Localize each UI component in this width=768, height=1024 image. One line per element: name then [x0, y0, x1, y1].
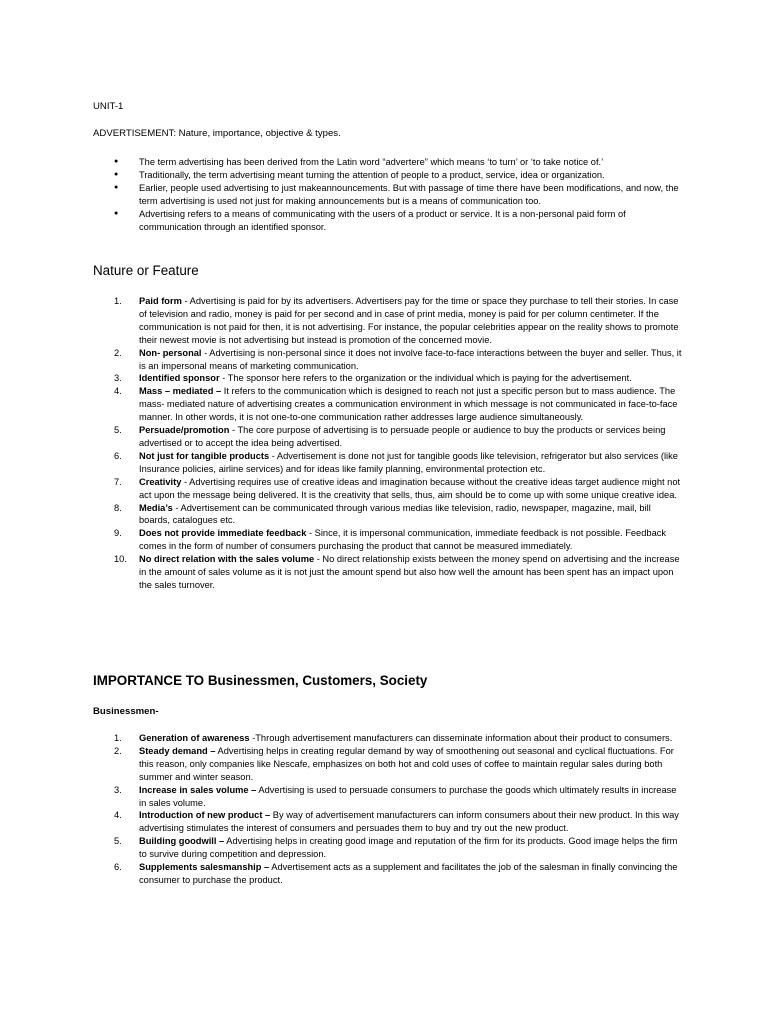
item-number: 8.: [114, 502, 122, 513]
list-item: [93, 372, 683, 385]
list-item: [93, 784, 683, 810]
item-number: 7.: [114, 476, 122, 487]
bullet-item: ● The term advertising has been derived from the Latin word “advertere” which means ‘to turn’ or ‘to take notice of.’: [93, 156, 683, 169]
intro-bullet-list: [93, 156, 683, 233]
item-text: - Advertisement can be communicated through various medias like television, radio, newspaper, magazine, mail, bill boards, catalogues etc.: [139, 502, 651, 526]
item-term: Not just for tangible products: [139, 450, 270, 461]
item-number: 6.: [114, 450, 122, 461]
item-term: Introduction of new product –: [139, 810, 271, 821]
item-term: Media’s: [139, 502, 173, 513]
item-term: Increase in sales volume –: [139, 784, 257, 795]
item-text: -Through advertisement manufacturers can disseminate information about their product to consumers.: [249, 733, 673, 743]
item-text: Advertising helps in creating good image and reputation of the firm for its products. Good image helps the firm to survive during competition and depression.: [139, 836, 678, 860]
list-item: [93, 424, 683, 450]
list-item: [93, 502, 683, 528]
list-item: [93, 809, 683, 835]
list-item: [93, 745, 683, 784]
item-number: 2.: [114, 745, 122, 756]
item-term: Paid form: [139, 296, 182, 306]
list-item: [93, 385, 683, 424]
item-term: Creativity: [139, 476, 182, 487]
item-text: Advertising helps in creating regular demand by way of smoothening out seasonal and cyclical fluctuations. For this reason, only companies like Nescafe, emphasizes on both hot and cold uses of coffee to maintain regular sales during both summer and winter season.: [139, 745, 674, 782]
item-text: By way of advertisement manufacturers can inform consumers about their new product. In this way advertising stimulates the interest of consumers and persuades them to buy and try out the new product.: [139, 810, 679, 834]
item-number: 1.: [114, 296, 122, 306]
nature-list: [93, 295, 683, 592]
list-item: [93, 450, 683, 476]
item-number: 1.: [114, 733, 122, 743]
item-term: Persuade/promotion: [139, 425, 230, 436]
item-number: 4.: [114, 386, 122, 397]
item-number: 10.: [114, 554, 127, 565]
businessmen-heading: Businessmen-: [93, 706, 159, 717]
item-text: - Advertising requires use of creative ideas and imagination because without the creative ideas target audience might not act upon the message being delivered. It is the creativity that sells, thus, aim should be to come up with some unique creative idea.: [139, 476, 681, 500]
bullet-item: ● Earlier, people used advertising to just makeannouncements. But with passage of time there have been modifications, and now, the term advertising is used not just for making announcements but is a means of communication too.: [93, 182, 683, 208]
item-term: Generation of awareness: [139, 733, 250, 743]
item-number: 4.: [114, 810, 122, 821]
item-text: Advertising is used to persuade consumers to purchase the goods which ultimately results in increase in sales volume.: [139, 784, 677, 808]
item-number: 3.: [114, 784, 122, 795]
list-item: [93, 553, 683, 592]
list-item: [93, 861, 683, 887]
list-item: [93, 527, 683, 553]
item-number: 3.: [114, 373, 122, 384]
list-item: [93, 835, 683, 861]
item-text: It refers to the communication which is designed to reach not just a specific person but to mass audience. The mass- mediated nature of advertising creates a communication environment in which message is not communicated in face-to-face manner. In other words, it is not one-to-one communication rather addresses large audience simultaneously.: [139, 386, 678, 423]
item-term: No direct relation with the sales volume: [139, 554, 315, 565]
item-term: Supplements salesmanship –: [139, 862, 270, 873]
list-item: [93, 732, 683, 745]
item-text: - No direct relationship exists between the money spend on advertising and the increase in the amount of sales volume as it is not just the amount spend but also how well the amount has been spent has an impact upon the sales turnover.: [139, 554, 680, 590]
bullet-item: ● Advertising refers to a means of communicating with the users of a product or service. It is a non-personal paid form of communication through an identified sponsor.: [93, 208, 683, 234]
section-heading-nature: Nature or Feature: [93, 263, 199, 278]
item-number: 9.: [114, 528, 122, 539]
item-number: 6.: [114, 862, 122, 873]
item-term: Does not provide immediate feedback: [139, 528, 307, 539]
list-item: [93, 295, 683, 347]
businessmen-list: [93, 732, 683, 887]
bullet-item: ● Traditionally, the term advertising meant turning the attention of people to a product, service, idea or organization.: [93, 169, 683, 182]
list-item: [93, 476, 683, 502]
item-term: Building goodwill –: [139, 836, 225, 847]
item-number: 5.: [114, 425, 122, 436]
item-text: - The core purpose of advertising is to persuade people or audience to buy the products or services being advertised or to accept the idea being advertised.: [139, 425, 666, 448]
item-term: Non- personal: [139, 347, 202, 358]
item-text: - Advertisement is done not just for tangible goods like television, refrigerator but also services (like Insurance policies, airline services) and for ideas like family planning, environmental protection etc.: [139, 450, 678, 474]
item-number: 5.: [114, 836, 122, 847]
item-text: Advertisement acts as a supplement and facilitates the job of the salesman in finally convincing the consumer to purchase the product.: [139, 862, 678, 885]
item-text: - Advertising is paid for by its advertisers. Advertisers pay for the time or space they purchase to tell their stories. In case of television and radio, money is paid for per second and in case of print media, money is paid for per column centimeter. If the communication is not paid for then, it is not advertising. For instance, the popular celebrities appear on the reality shows to promote their newest movie is not advertising but instead is promotion of the concerned movie.: [139, 296, 679, 345]
section-heading-importance: IMPORTANCE TO Businessmen, Customers, Society: [93, 673, 428, 688]
item-term: Steady demand –: [139, 745, 216, 756]
item-number: 2.: [114, 347, 122, 358]
unit-label: UNIT-1: [93, 101, 124, 112]
item-text: - Advertising is non-personal since it does not involve face-to-face interactions between the buyer and seller. Thus, it is an impersonal means of marketing communication.: [139, 347, 682, 371]
item-text: - Since, it is impersonal communication, immediate feedback is not possible. Feedback comes in the form of number of consumers purchasing the product that cannot be measured immediately.: [139, 528, 667, 552]
document-subtitle: ADVERTISEMENT: Nature, importance, objective & types.: [93, 128, 341, 139]
item-term: Identified sponsor: [139, 373, 220, 384]
item-term: Mass – mediated –: [139, 386, 222, 397]
item-text: - The sponsor here refers to the organization or the individual which is paying for the advertisement.: [219, 373, 632, 384]
list-item: [93, 347, 683, 373]
